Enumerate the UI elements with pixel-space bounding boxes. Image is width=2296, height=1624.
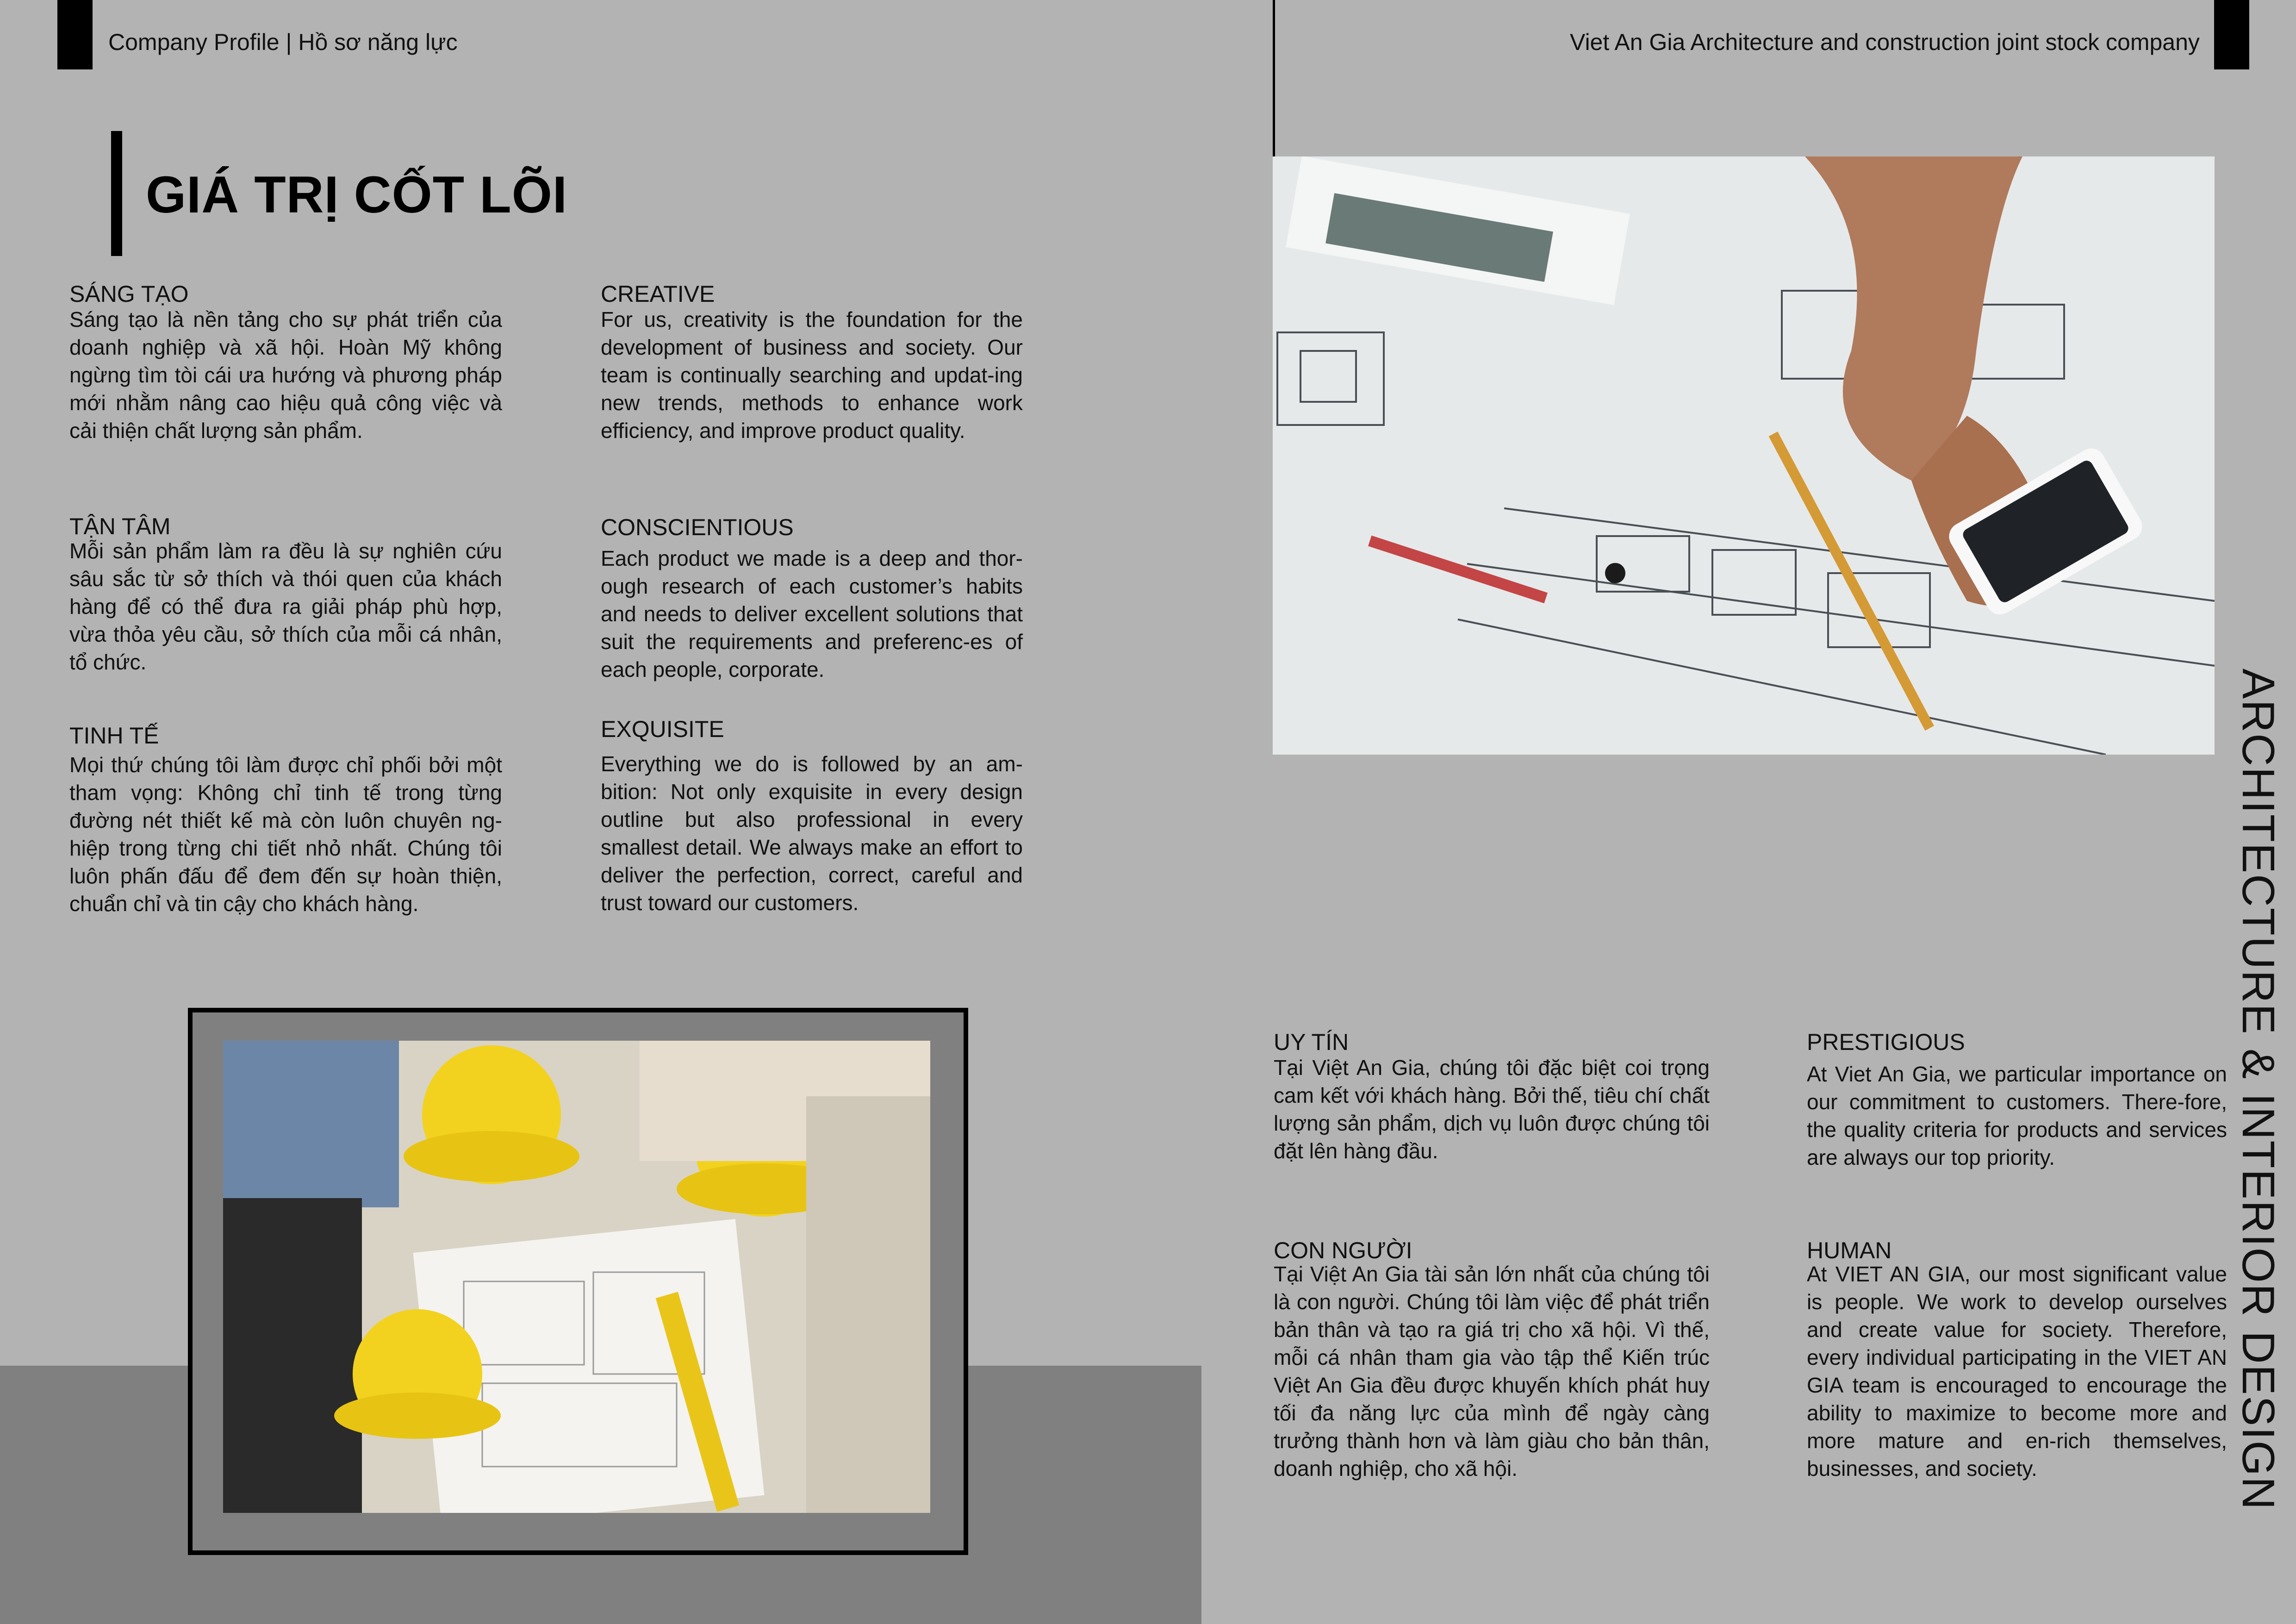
header-left-text: Company Profile | Hồ sơ năng lực	[108, 29, 458, 55]
section-body-prestigious: At Viet An Gia, we particular importance on our commitment to customers. There-fore, the quality criteria for products and services are always our top priority.	[1807, 1062, 2227, 1169]
architect-photo	[1273, 156, 2215, 755]
section-head-uy-tin: UY TÍN	[1274, 1029, 1349, 1055]
page-divider-line	[1273, 0, 1275, 156]
section-body-creative: For us, creativity is the foundation for the development of business and society. Our team is continually searching and updat-ing new trends, methods to enhance work efficiency, and improve product quality.	[601, 307, 1023, 443]
section-head-tinh-te: TINH TẾ	[69, 723, 159, 749]
header-right-bar	[2214, 0, 2249, 69]
team-photo-illustration	[223, 1041, 930, 1513]
section-head-con-nguoi: CON NGƯỜI	[1274, 1237, 1412, 1263]
section-head-human: HUMAN	[1807, 1237, 1892, 1263]
section-body-conscientious: Each product we made is a deep and thor-ough research of each customer’s habits and needs to deliver excellent solutions that suit the requirements and preferenc-es of each people, corporate.	[601, 546, 1023, 681]
section-head-conscientious: CONSCIENTIOUS	[601, 514, 794, 540]
section-body-exquisite: Everything we do is followed by an am-bition: Not only exquisite in every design outline but also professional in every smallest detail. We always make an effort to deliver the perfection, correct, careful and trust toward our customers.	[601, 752, 1023, 915]
section-head-prestigious: PRESTIGIOUS	[1807, 1029, 1965, 1055]
section-head-creative: CREATIVE	[601, 281, 715, 307]
section-body-human: At VIET AN GIA, our most significant value is people. We work to develop ourselves and create value for society. Therefore, every individual participating in the VIET AN GIA team is encouraged to encourage the ability to maximize to become more and more mature and en-rich themselves, businesses, and society.	[1807, 1262, 2227, 1480]
section-head-sang-tao: SÁNG TẠO	[69, 281, 189, 307]
page-title: GIÁ TRỊ CỐT LÕI	[146, 166, 567, 224]
section-body-tan-tam: Mỗi sản phẩm làm ra đều là sự nghiên cứu sâu sắc từ sở thích và thói quen của khách hàng để có thể đưa ra giải pháp phù hợp, vừa thỏa yêu cầu, sở thích của mỗi cá nhân, tổ chức.	[69, 539, 502, 674]
architect-photo-illustration	[1273, 156, 2215, 755]
header-right-text: Viet An Gia Architecture and construction joint stock company	[1570, 29, 2200, 55]
section-head-exquisite: EXQUISITE	[601, 716, 724, 742]
header-left-bar	[57, 0, 93, 69]
section-body-sang-tao: Sáng tạo là nền tảng cho sự phát triển của doanh nghiệp và xã hội. Hoàn Mỹ không ngừng tìm tòi cái ưa hướng và phương pháp mới nhằm nâng cao hiệu quả công việc và cải thiện chất lượng sản phẩm.	[69, 307, 502, 443]
team-photo	[223, 1041, 930, 1513]
vertical-tagline: ARCHITECTURE & INTERIOR DESIGN	[2233, 668, 2284, 1511]
section-body-con-nguoi: Tại Việt An Gia tài sản lớn nhất của chúng tôi là con người. Chúng tôi làm việc để phát triển bản thân và tạo ra giá trị cho xã hội. Vì thế, mỗi cá nhân tham gia vào tập thể Kiến trúc Việt An Gia đều được khuyến khích phát huy tối đa năng lực của mình để ngày càng trưởng thành hơn và làm giàu cho bản thân, doanh nghiệp, cho xã hội.	[1274, 1262, 1710, 1480]
section-head-tan-tam: TẬN TÂM	[69, 513, 171, 539]
section-body-uy-tin: Tại Việt An Gia, chúng tôi đặc biệt coi trọng cam kết với khách hàng. Bởi thế, tiêu chí chất lượng sản phẩm, dịch vụ luôn được chúng tôi đặt lên hàng đầu.	[1274, 1056, 1710, 1163]
title-accent-bar	[111, 131, 122, 256]
section-body-tinh-te: Mọi thứ chúng tôi làm được chỉ phối bởi một tham vọng: Không chỉ tinh tế trong từng đường nét thiết kế mà còn luôn chuyên ng-hiệp trong từng chi tiết nhỏ nhất. Chúng tôi luôn phấn đấu để đem đến sự hoàn thiện, chuẩn chỉ và tin cậy cho khách hàng.	[69, 753, 502, 916]
